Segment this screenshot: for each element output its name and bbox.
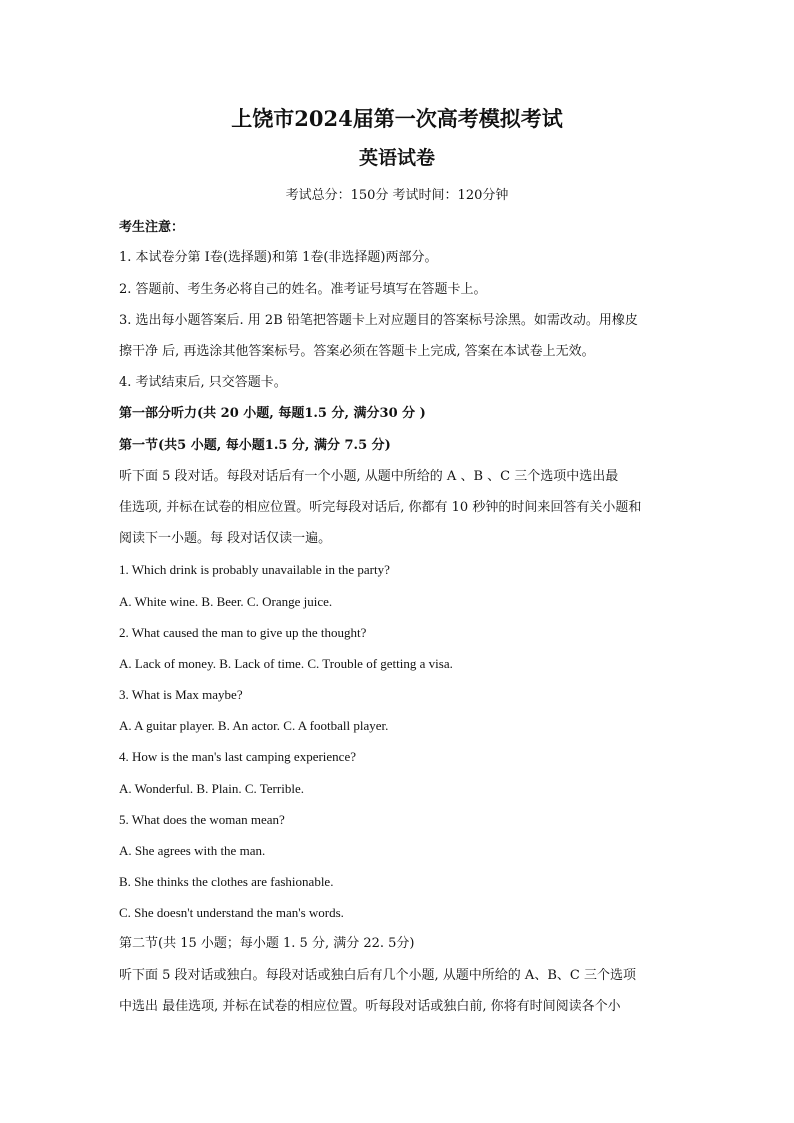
notice-heading: 考生注意：: [119, 220, 185, 235]
question-5-option-a: A. She agrees with the man.: [119, 843, 266, 858]
part1-heading: 第一部分听力(共 20 小题, 每题1.5 分, 满分30 分 ): [119, 406, 426, 421]
question-1: 1. Which drink is probably unavailable in the party?: [119, 562, 390, 577]
question-5: 5. What does the woman mean?: [119, 812, 285, 827]
section1-instructions: 听下面 5 段对话。每段对话后有一个小题, 从题中所给的 A 、B 、C 三个选项中选出最: [119, 469, 619, 484]
section2-instructions: 中选出 最佳选项, 并标在试卷的相应位置。听每段对话或独白前, 你将有时间阅读各个小: [119, 999, 621, 1014]
notice-item: 擦干净 后, 再选涂其他答案标号。答案必须在答题卡上完成, 答案在本试卷上无效。: [119, 344, 595, 359]
question-2-options: A. Lack of money. B. Lack of time. C. Trouble of getting a visa.: [119, 656, 453, 671]
section1-heading: 第一节(共5 小题, 每小题1.5 分, 满分 7.5 分): [119, 438, 391, 453]
notice-item: 4. 考试结束后, 只交答题卡。: [119, 375, 287, 390]
exam-title: 上饶市2024届第一次高考模拟考试: [231, 106, 563, 131]
section2-instructions: 听下面 5 段对话或独白。每段对话或独白后有几个小题, 从题中所给的 A、B、C 三个选项: [119, 968, 636, 983]
question-2: 2. What caused the man to give up the thought?: [119, 625, 367, 640]
notice-item: 1. 本试卷分第 I卷(选择题)和第 1卷(非选择题)两部分。: [119, 250, 438, 265]
exam-info: 考试总分：150分 考试时间：120分钟: [285, 188, 509, 203]
question-3-options: A. A guitar player. B. An actor. C. A football player.: [119, 718, 389, 733]
question-5-option-c: C. She doesn't understand the man's words.: [119, 905, 344, 920]
question-1-options: A. White wine. B. Beer. C. Orange juice.: [119, 594, 333, 609]
question-4: 4. How is the man's last camping experience?: [119, 749, 356, 764]
question-4-options: A. Wonderful. B. Plain. C. Terrible.: [119, 781, 304, 796]
section1-instructions: 阅读下一小题。每 段对话仅读一遍。: [119, 531, 332, 546]
question-5-option-b: B. She thinks the clothes are fashionable.: [119, 874, 334, 889]
section1-instructions: 佳选项, 并标在试卷的相应位置。听完每段对话后, 你都有 10 秒钟的时间来回答有关小题和: [119, 500, 642, 515]
section2-heading: 第二节(共 15 小题；每小题 1. 5 分, 满分 22. 5分): [119, 936, 415, 951]
notice-item: 3. 选出每小题答案后. 用 2B 铅笔把答题卡上对应题目的答案标号涂黑。如需改动。用橡皮: [119, 313, 638, 328]
notice-item: 2. 答题前、考生务必将自己的姓名。准考证号填写在答题卡上。: [119, 282, 487, 297]
exam-subtitle: 英语试卷: [358, 147, 435, 169]
question-3: 3. What is Max maybe?: [119, 687, 243, 702]
